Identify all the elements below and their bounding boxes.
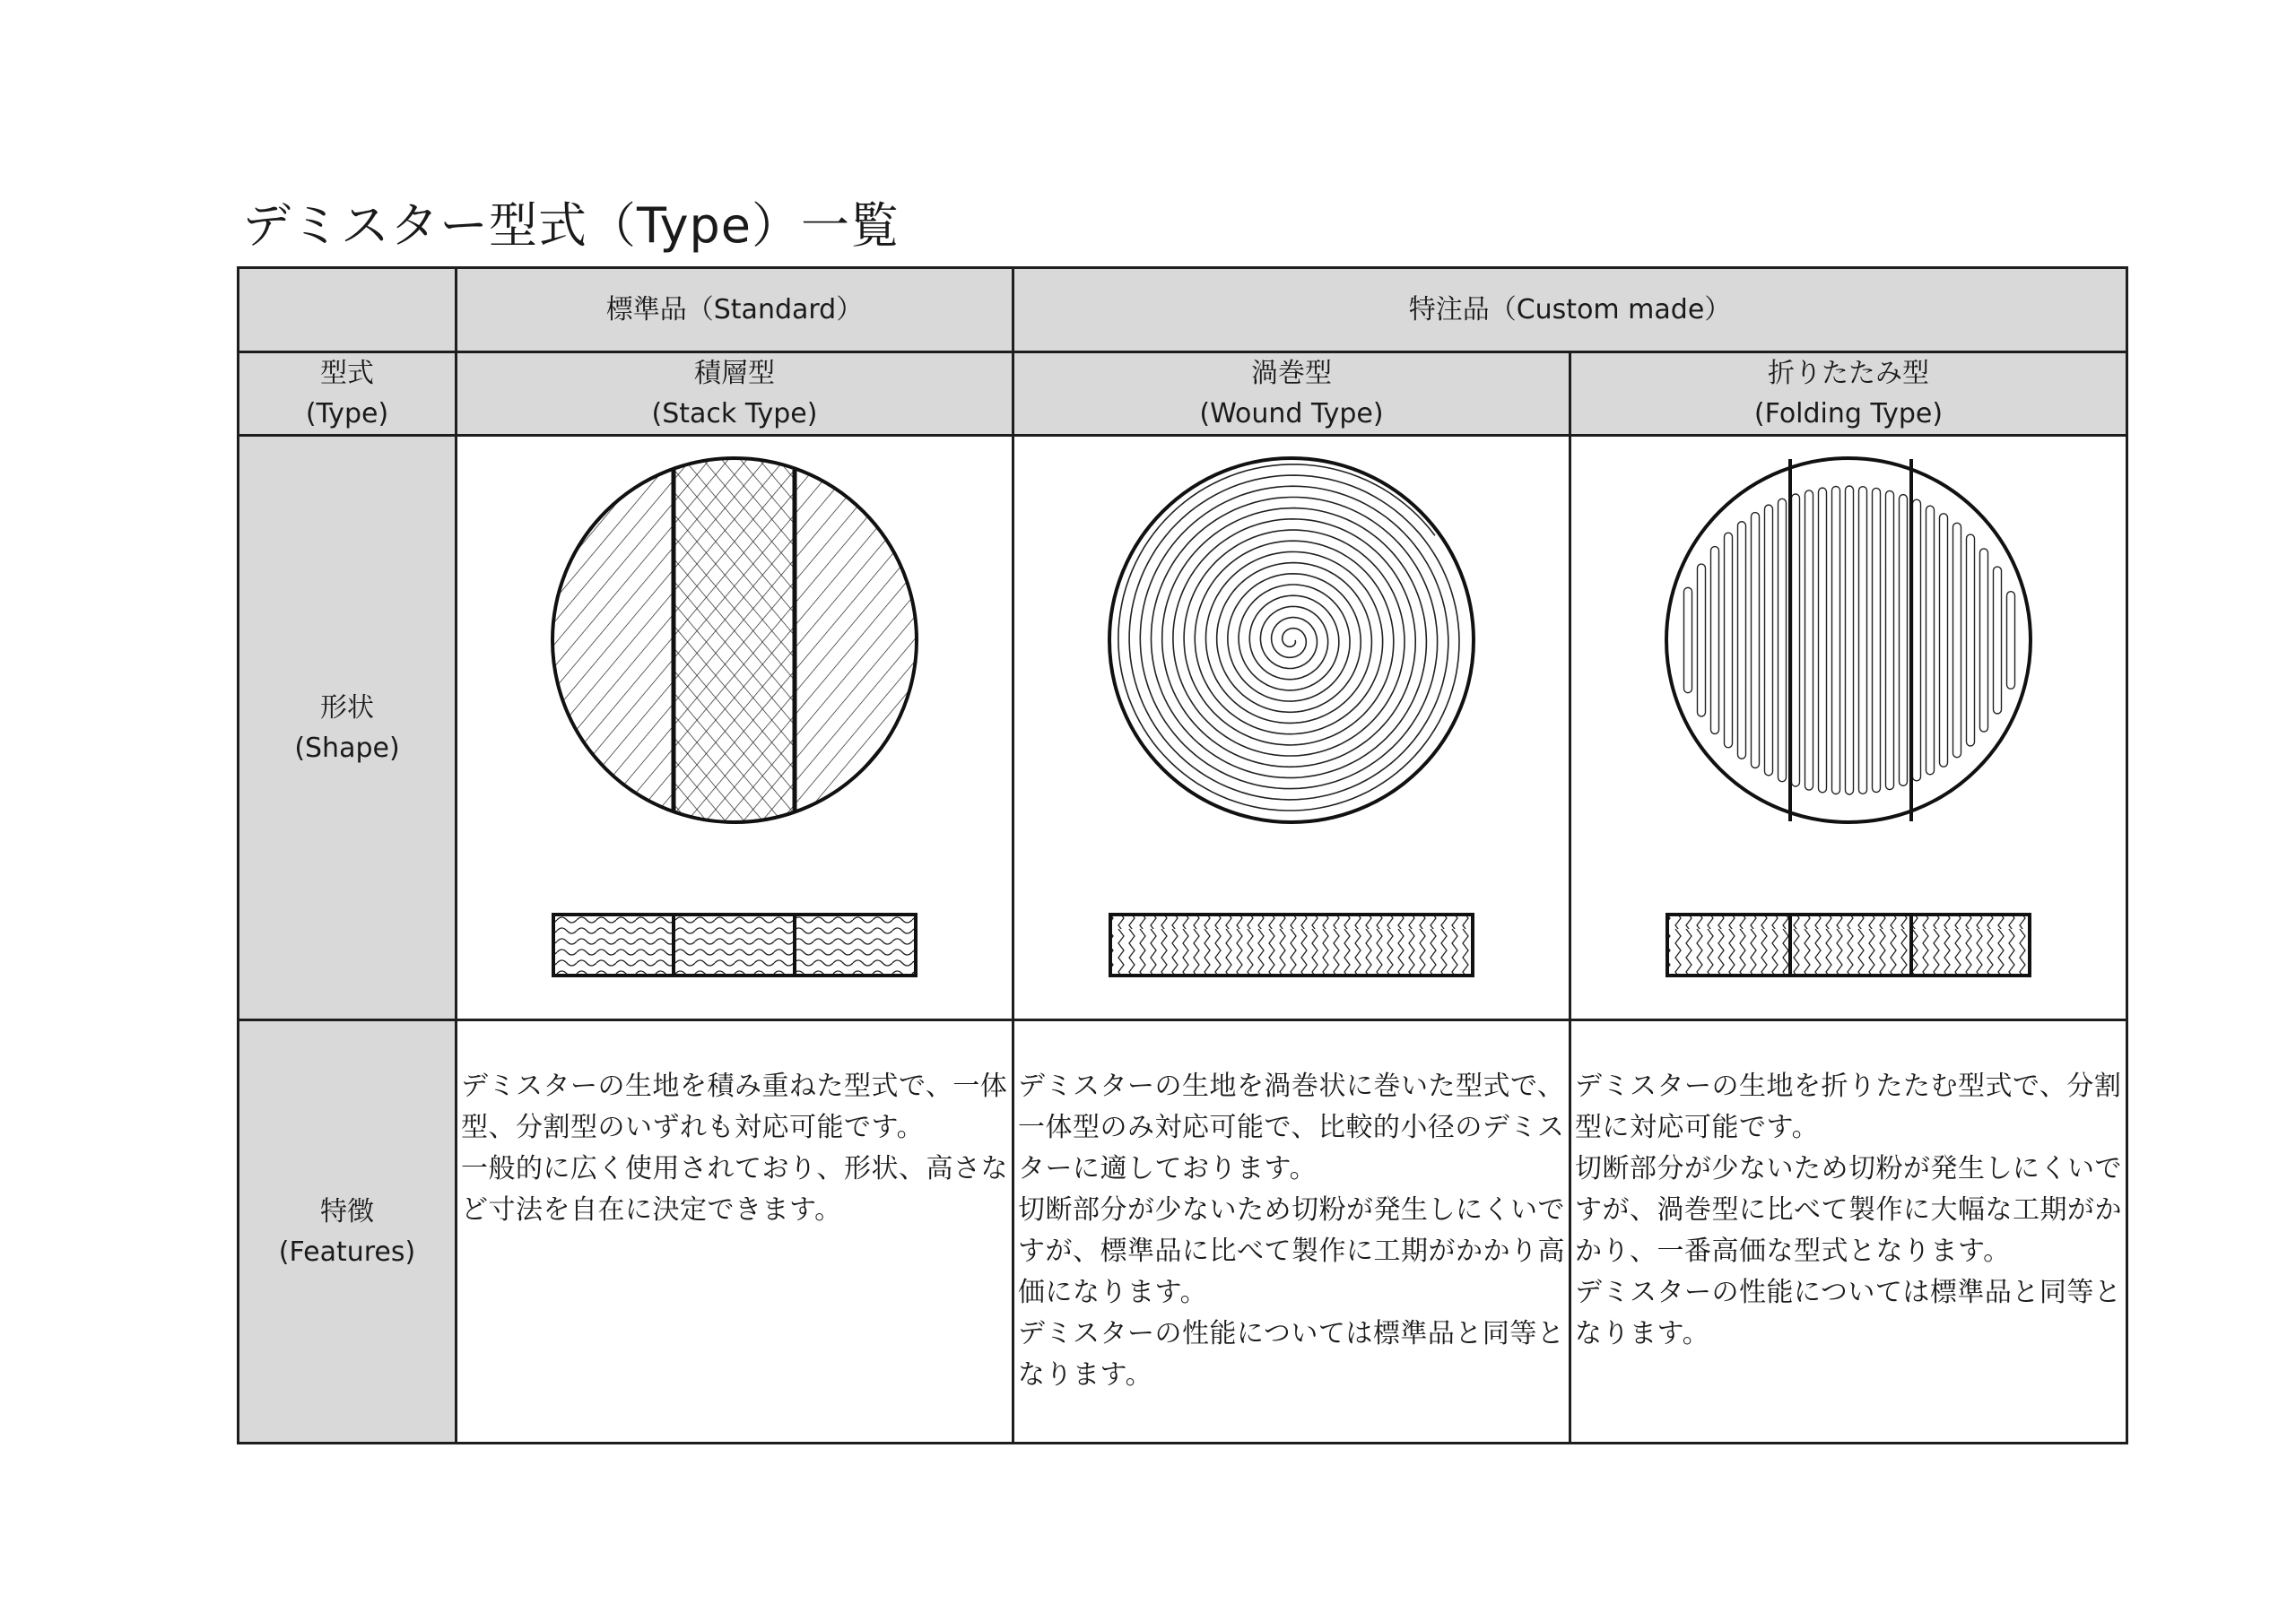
- wound-type-cell: [1013, 352, 1570, 436]
- type-label-en: (Type): [305, 398, 389, 429]
- stack-type-drawing: [537, 441, 932, 1015]
- stack-features-cell: [457, 1020, 1013, 1444]
- fold-loop: [1994, 567, 2002, 714]
- fold-loop: [1873, 488, 1881, 792]
- wound-features-cell: [1013, 1020, 1570, 1444]
- stack-type-en: (Stack Type): [651, 398, 818, 429]
- type-row: [239, 352, 2127, 436]
- shape-label-cell: [239, 436, 457, 1020]
- wound-features-text: デミスターの生地を渦巻状に巻いた型式で、一体型のみ対応可能で、比較的小径のデミスターに適しております。 切断部分が少ないため切粉が発生しにくいですが、標準品に比べて製作に工期がかかり高価になります。 デミスターの性能については標準品と同等となります。: [1018, 1071, 1565, 1391]
- fold-loop: [1859, 486, 1867, 794]
- fold-loop: [1940, 513, 1948, 766]
- fold-loop: [1698, 564, 1706, 716]
- wound-shape-cell: [1013, 436, 1570, 1020]
- fold-loop: [1886, 490, 1894, 789]
- stack-type-ja: 積層型: [694, 358, 775, 389]
- features-label-ja: 特徴: [320, 1195, 374, 1227]
- fold-loop: [1684, 587, 1692, 692]
- stack-type-cell: [457, 352, 1013, 436]
- corner-cell: [239, 268, 457, 352]
- standard-header: 標準品（Standard）: [457, 268, 1013, 352]
- wound-type-drawing: [1094, 441, 1489, 1015]
- shape-label-en: (Shape): [294, 732, 400, 764]
- fold-loop: [1953, 523, 1961, 757]
- fold-loop: [1792, 493, 1800, 785]
- fold-loop: [1900, 494, 1908, 785]
- fold-loop: [1913, 499, 1921, 781]
- fold-loop: [1765, 505, 1773, 776]
- fold-loop: [1779, 499, 1787, 781]
- fold-loop: [1725, 533, 1733, 748]
- fold-loop: [1846, 486, 1854, 794]
- demister-type-table: [237, 266, 2128, 1444]
- fold-loop: [1967, 534, 1975, 746]
- stack-features-text: デミスターの生地を積み重ねた型式で、一体型、分割型のいずれも対応可能です。 一般的に広く使用されており、形状、高さなど寸法を自在に決定できます。: [461, 1071, 1008, 1226]
- fold-loop: [1752, 512, 1760, 768]
- fold-loop: [1738, 521, 1746, 758]
- type-label-ja: 型式: [320, 358, 374, 389]
- wound-type-en: (Wound Type): [1199, 398, 1384, 429]
- shape-label-ja: 形状: [320, 691, 374, 724]
- folding-shape-cell: [1570, 436, 2127, 1020]
- wound-type-ja: 渦巻型: [1251, 358, 1332, 389]
- fold-loop: [1832, 486, 1840, 794]
- header-row: [239, 268, 2127, 352]
- fold-loop: [1805, 490, 1813, 789]
- stack-shape-cell: [457, 436, 1013, 1020]
- fold-loop: [1980, 548, 1988, 731]
- folding-features-cell: [1570, 1020, 2127, 1444]
- folding-type-en: (Folding Type): [1753, 398, 1944, 429]
- folding-features-text: デミスターの生地を折りたたむ型式で、分割型に対応可能です。 切断部分が少ないため切粉が発生しにくいですが、渦巻型に比べて製作に大幅な工期がかかり、一番高価な型式となります。 デミスターの性能については標準品と同等となります。: [1575, 1071, 2122, 1349]
- fold-loop: [1926, 506, 1935, 775]
- type-label-cell: [239, 352, 457, 436]
- features-label-cell: [239, 1020, 457, 1444]
- features-row: [239, 1020, 2127, 1444]
- fold-loop: [2007, 591, 2015, 689]
- shape-row: [239, 436, 2127, 1020]
- custom-header: 特注品（Custom made）: [1013, 268, 2127, 352]
- fold-loop: [1711, 546, 1719, 733]
- features-label-en: (Features): [278, 1236, 416, 1268]
- folding-type-cell: [1570, 352, 2127, 436]
- page-title: デミスター型式（Type）一覧: [242, 197, 900, 254]
- fold-loop: [1819, 488, 1827, 793]
- folding-type-ja: 折りたたみ型: [1768, 358, 1929, 389]
- folding-type-drawing: [1651, 441, 2046, 1015]
